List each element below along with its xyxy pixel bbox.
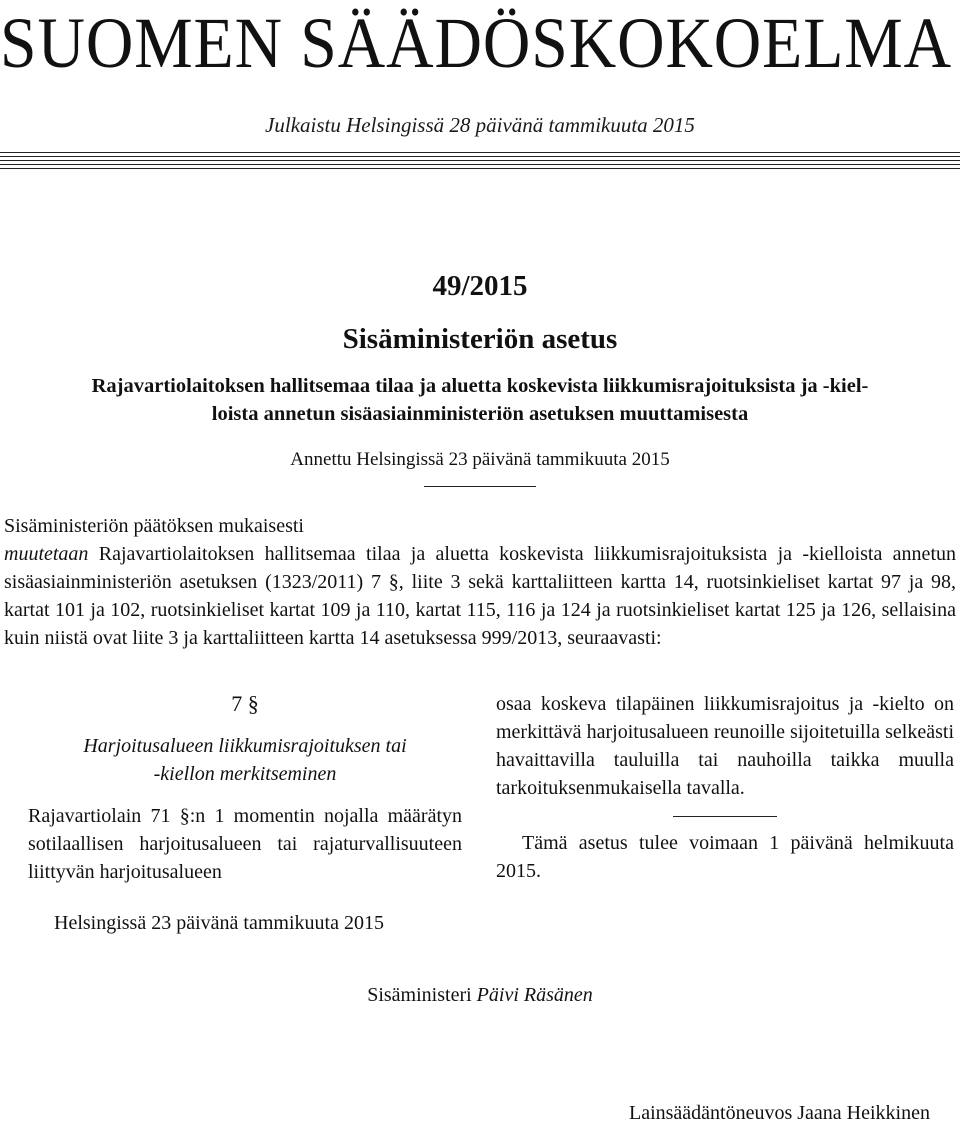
statute-number: 49/2015 — [432, 270, 528, 302]
entry-into-force: Tämä asetus tulee voimaan 1 päivänä helmikuuta 2015. — [496, 832, 954, 882]
section-heading — [28, 732, 462, 788]
intro-body: Rajavartiolaitoksen hallitsemaa tilaa ja aluetta koskevista liikkumisrajoituksista ja -kielloista annetun sisäasiainministeriön asetuksen (1323/2011) 7 §, liite 3 sekä karttaliitteen kartta 14, ruotsinkieliset kartat 97 ja 98, kartat 101 ja 102, ruotsinkieliset kartat 109 ja 110, kartat 115, 116 ja 124 ja ruotsinkieliset kartat 125 ja 126, sellaisina kuin niistä ovat liite 3 ja karttaliitteen kartta 14 asetuksessa 999/2013, seuraavasti: — [4, 543, 956, 649]
header-rule — [0, 156, 960, 157]
section-text-part1: Rajavartiolain 71 §:n 1 momentin nojalla määrätyn sotilaallisen harjoitusalueen tai rajaturvallisuuteen liittyvän harjoitusalueen — [28, 805, 462, 883]
official-signature: Lainsäädäntöneuvos Jaana Heikkinen — [628, 1102, 930, 1124]
intro-basis: Sisäministeriön päätöksen mukaisesti — [4, 515, 304, 537]
section-heading-line: -kiellon merkitseminen — [153, 763, 337, 785]
header-rule — [0, 168, 960, 169]
header-rule — [0, 152, 960, 153]
section-text-part2: osaa koskeva tilapäinen liikkumisrajoitus ja -kielto on merkittävä harjoitusalueen reunoille sijoitetuilla selkeästi havaittavilla tauluilla tai nauhoilla taikka muulla tarkoituksenmukaisella tavalla. — [496, 693, 954, 799]
statute-subtitle — [0, 372, 960, 428]
publication-line: Julkaistu Helsingissä 28 päivänä tammikuuta 2015 — [265, 113, 695, 137]
minister-name: Päivi Räsänen — [476, 984, 593, 1006]
minister-signature — [0, 984, 960, 1007]
minister-title: Sisäministeri — [367, 984, 477, 1006]
intro-text — [4, 540, 956, 652]
statute-title: Sisäministeriön asetus — [342, 323, 618, 355]
subtitle-line: loista annetun sisäasiainministeriön asetuksen muuttamisesta — [211, 403, 749, 425]
intro-verb: muutetaan — [4, 543, 89, 565]
section-number: 7 § — [231, 691, 259, 716]
intro-paragraph — [4, 512, 956, 652]
masthead — [0, 0, 960, 86]
subtitle-line: Rajavartiolaitoksen hallitsemaa tilaa ja aluetta koskevista liikkumisrajoituksista ja -kiel- — [91, 375, 869, 397]
right-column — [496, 690, 954, 885]
header-rule — [0, 160, 960, 161]
masthead-title: SUOMEN SÄÄDÖSKOKOELMA — [0, 3, 952, 83]
signature-place: Helsingissä 23 päivänä tammikuuta 2015 — [54, 912, 384, 934]
separator-rule — [673, 816, 777, 817]
separator-rule — [424, 486, 536, 487]
given-line: Annettu Helsingissä 23 päivänä tammikuuta 2015 — [290, 449, 670, 470]
left-column — [28, 690, 462, 886]
section-heading-line: Harjoitusalueen liikkumisrajoituksen tai — [83, 735, 407, 757]
header-rule — [0, 164, 960, 165]
